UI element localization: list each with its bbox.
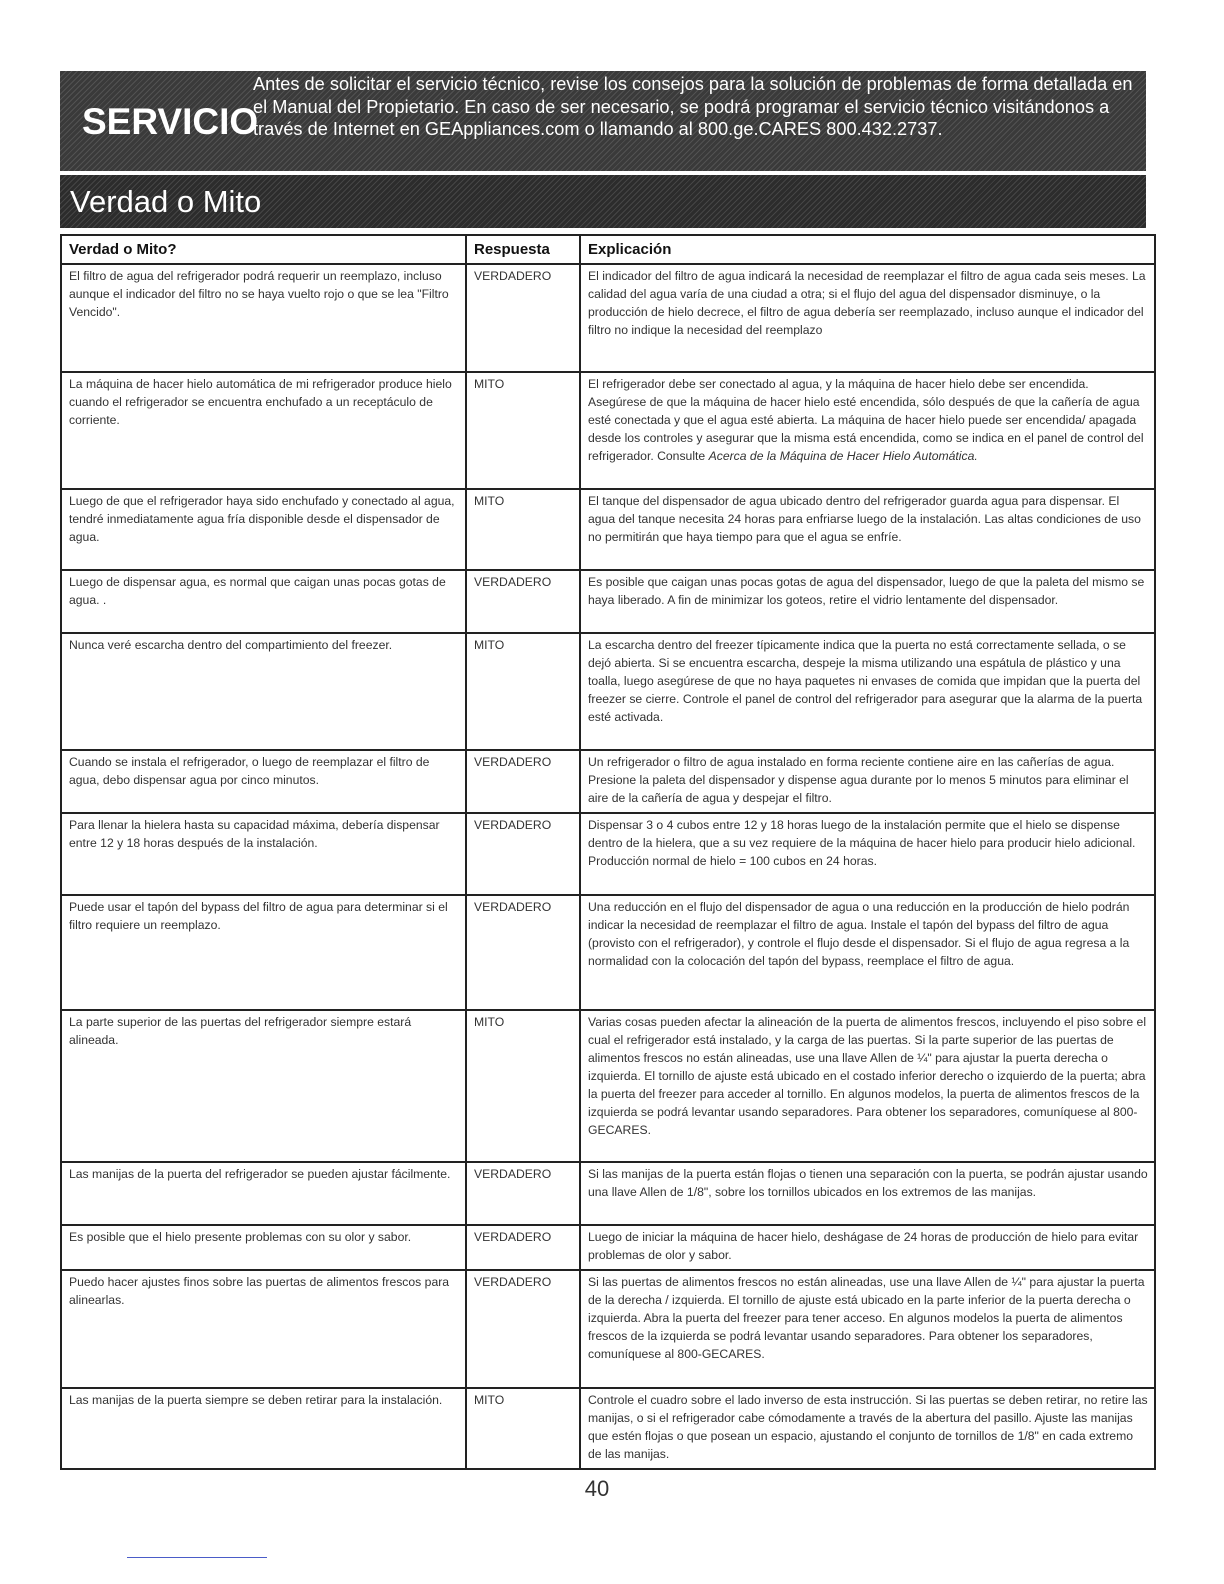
explanation-cell: Si las manijas de la puerta están flojas o tienen una separación con la puerta, se podrán ajustar usando una llave Allen de 1/8", sobre los tornillos ubicados en los extremos de las manijas. [580,1162,1155,1225]
table-row [61,489,1155,570]
footer-divider [127,1557,267,1558]
explanation-cell: Luego de iniciar la máquina de hacer hielo, deshágase de 24 horas de producción de hielo para evitar problemas de olor y sabor. [580,1225,1155,1270]
claim-cell: La máquina de hacer hielo automática de mi refrigerador produce hielo cuando el refrigerador se encuentra enchufado a un receptáculo de corriente. [61,372,466,489]
explanation-cell: Controle el cuadro sobre el lado inverso de esta instrucción. Si las puertas se deben retirar, no retire las manijas, o si el refrigerador cabe cómodamente a través de la abertura del pasillo. Ajuste las manijas que estén flojas o que posean un espacio, ajustando el conjunto de tornillos de 1/8" en cada extremo de las manijas. [580,1388,1155,1469]
table-row [61,264,1155,372]
column-header-claim: Verdad o Mito? [61,235,466,264]
answer-cell: MITO [466,1010,580,1162]
claim-cell: Puedo hacer ajustes finos sobre las puertas de alimentos frescos para alinearlas. [61,1270,466,1388]
explanation-cell [580,372,1155,489]
service-text: Antes de solicitar el servicio técnico, revise los consejos para la solución de problemas de forma detallada en el Manual del Propietario. En caso de ser necesario, se podrá programar el servicio técnico visitándonos a través de Internet en GEAppliances.com o llamando al 800.ge.CARES 800.432.2737. [253,74,1133,139]
explanation-cell: Es posible que caigan unas pocas gotas de agua del dispensador, luego de que la paleta del mismo se haya liberado. A fin de minimizar los goteos, retire el vidrio lentamente del dispensador. [580,570,1155,633]
answer-cell: VERDADERO [466,895,580,1010]
claim-cell: Nunca veré escarcha dentro del compartimiento del freezer. [61,633,466,750]
column-header-explanation: Explicación [580,235,1155,264]
answer-cell: VERDADERO [466,570,580,633]
table-row [61,1162,1155,1225]
truth-or-myth-table [60,234,1156,1470]
claim-cell: Puede usar el tapón del bypass del filtro de agua para determinar si el filtro requiere un reemplazo. [61,895,466,1010]
claim-cell: Cuando se instala el refrigerador, o luego de reemplazar el filtro de agua, debo dispensar agua por cinco minutos. [61,750,466,813]
explanation-cell: Dispensar 3 o 4 cubos entre 12 y 18 horas luego de la instalación permite que el hielo se dispense dentro de la hielera, que a su vez requiere de la máquina de hacer hielo para producir hielo adicional. Producción normal de hielo = 100 cubos en 24 horas. [580,813,1155,895]
table-row [61,372,1155,489]
claim-cell: El filtro de agua del refrigerador podrá requerir un reemplazo, incluso aunque el indicador del filtro no se haya vuelto rojo o que se lea "Filtro Vencido". [61,264,466,372]
table-row [61,813,1155,895]
explanation-cell: Si las puertas de alimentos frescos no están alineadas, use una llave Allen de ¼" para ajustar la puerta de la derecha / izquierda. El tornillo de ajuste está ubicado en la parte inferior de la puerta derecha o izquierda. Abra la puerta del freezer para tener acceso. En algunos modelos la puerta de alimentos frescos de la izquierda se podrá levantar usando separadores. Para obtener los separadores, comuníquese al 800-GECARES. [580,1270,1155,1388]
service-banner [60,71,1146,171]
explanation-reference: Acerca de la Máquina de Hacer Hielo Automática. [708,449,978,463]
answer-cell: VERDADERO [466,750,580,813]
answer-cell: MITO [466,489,580,570]
table-header-row [61,235,1155,264]
claim-cell: Luego de dispensar agua, es normal que caigan unas pocas gotas de agua. . [61,570,466,633]
claim-cell: La parte superior de las puertas del refrigerador siempre estará alineada. [61,1010,466,1162]
explanation-cell: La escarcha dentro del freezer típicamente indica que la puerta no está correctamente sellada, o se dejó abierta. Si se encuentra escarcha, despeje la misma utilizando una espátula de plástico y una toalla, luego asegúrese de que no haya paquetes ni envases de comida que impidan que la puerta del freezer se cierre. Controle el panel de control del refrigerador para asegurar que la alarma de la puerta esté activada. [580,633,1155,750]
table-row [61,895,1155,1010]
table-row [61,1270,1155,1388]
table-row [61,1225,1155,1270]
section-title-bar [60,175,1146,228]
table-row [61,1010,1155,1162]
explanation-cell: El tanque del dispensador de agua ubicado dentro del refrigerador guarda agua para dispensar. El agua del tanque necesita 24 horas para enfriarse luego de la instalación. Las altas condiciones de uso no permitirán que haya tiempo para que el agua se enfríe. [580,489,1155,570]
answer-cell: VERDADERO [466,1225,580,1270]
section-title: Verdad o Mito [70,184,262,219]
answer-cell: VERDADERO [466,813,580,895]
answer-cell: VERDADERO [466,264,580,372]
claim-cell: Las manijas de la puerta del refrigerador se pueden ajustar fácilmente. [61,1162,466,1225]
explanation-cell: Varias cosas pueden afectar la alineación de la puerta de alimentos frescos, incluyendo el piso sobre el cual el refrigerador está instalado, y la carga de las puertas. Si la parte superior de las puertas de alimentos frescos no están alineadas, use una llave Allen de ¼" para ajustar la puerta derecha o izquierda. El tornillo de ajuste está ubicado en el costado inferior derecho o izquierdo de la puerta; abra la puerta del freezer para acceder al tornillo. En algunos modelos, la puerta de alimentos frescos de la izquierda se podrá levantar usando separadores. Para obtener los separadores, comuníquese al 800-GECARES. [580,1010,1155,1162]
answer-cell: MITO [466,633,580,750]
column-header-answer: Respuesta [466,235,580,264]
page-number: 40 [584,1476,610,1501]
claim-cell: Luego de que el refrigerador haya sido enchufado y conectado al agua, tendré inmediatamente agua fría disponible desde el dispensador de agua. [61,489,466,570]
explanation-text: El refrigerador debe ser conectado al agua, y la máquina de hacer hielo debe ser encendida. Asegúrese de que la máquina de hacer hielo esté encendida, sólo después de que la cañería de agua esté conectada y que el agua esté abierta. La máquina de hacer hielo puede ser encendida/ apagada desde los controles y asegurar que la misma está encendida, como se indica en el panel de control del refrigerador. Consulte [588,377,1144,463]
answer-cell: VERDADERO [466,1162,580,1225]
answer-cell: MITO [466,372,580,489]
claim-cell: Para llenar la hielera hasta su capacidad máxima, debería dispensar entre 12 y 18 horas después de la instalación. [61,813,466,895]
table-row [61,570,1155,633]
table-row [61,1388,1155,1469]
explanation-cell: Un refrigerador o filtro de agua instalado en forma reciente contiene aire en las cañerías de agua. Presione la paleta del dispensador y dispense agua durante por lo menos 5 minutos para eliminar el aire de la cañería de agua y despejar el filtro. [580,750,1155,813]
answer-cell: MITO [466,1388,580,1469]
table-row [61,633,1155,750]
answer-cell: VERDADERO [466,1270,580,1388]
explanation-cell: Una reducción en el flujo del dispensador de agua o una reducción en la producción de hielo podrán indicar la necesidad de reemplazar el filtro de agua. Instale el tapón del bypass del filtro de agua (provisto con el refrigerador), y controle el flujo desde el dispensador. Si el flujo de agua regresa a la normalidad con la colocación del tapón del bypass, reemplace el filtro de agua. [580,895,1155,1010]
claim-cell: Es posible que el hielo presente problemas con su olor y sabor. [61,1225,466,1270]
claim-cell: Las manijas de la puerta siempre se deben retirar para la instalación. [61,1388,466,1469]
service-label: SERVICIO [82,101,259,142]
table-row [61,750,1155,813]
explanation-cell: El indicador del filtro de agua indicará la necesidad de reemplazar el filtro de agua cada seis meses. La calidad del agua varía de una ciudad a otra; si el flujo del agua del dispensador disminuye, o la producción de hielo decrece, el filtro de agua debería ser reemplazado, incluso aunque el indicador del filtro no indique la necesidad del reemplazo [580,264,1155,372]
